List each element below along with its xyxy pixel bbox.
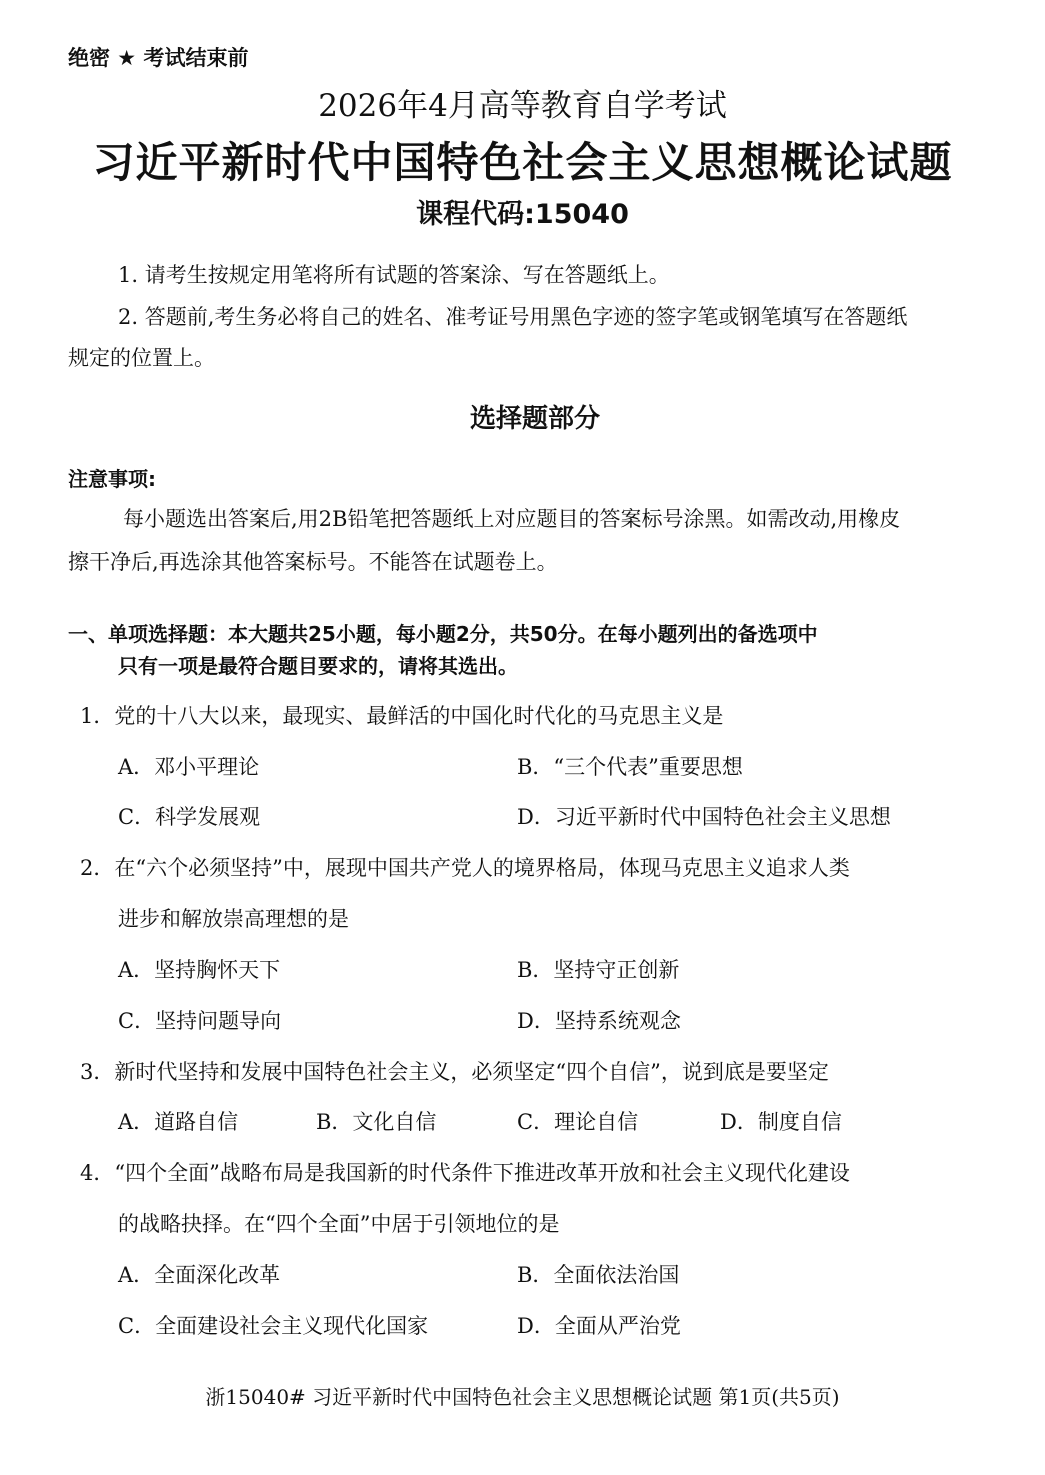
question-2-option-b: B．坚持守正创新 bbox=[517, 958, 680, 982]
question-1-stem: 1．党的十八大以来，最现实、最鲜活的中国化时代化的马克思主义是 bbox=[80, 704, 724, 728]
course-code: 课程代码:15040 bbox=[416, 199, 629, 230]
instruction-2-continued: 规定的位置上。 bbox=[68, 346, 215, 370]
instruction-1: 1. 请考生按规定用笔将所有试题的答案涂、写在答题纸上。 bbox=[118, 263, 670, 287]
notes-line-1: 每小题选出答案后,用2B铅笔把答题纸上对应题目的答案标号涂黑。如需改动,用橡皮 bbox=[123, 507, 901, 531]
question-4-option-a: A．全面深化改革 bbox=[118, 1263, 281, 1287]
notes-heading: 注意事项: bbox=[68, 467, 156, 491]
question-1-option-d: D．习近平新时代中国特色社会主义思想 bbox=[517, 805, 891, 829]
exam-title: 2026年4月高等教育自学考试 bbox=[318, 88, 727, 124]
question-4-option-b: B．全面依法治国 bbox=[517, 1263, 680, 1287]
question-4-stem-continued: 的战略抉择。在“四个全面”中居于引领地位的是 bbox=[118, 1212, 560, 1236]
question-4-option-c: C．全面建设社会主义现代化国家 bbox=[118, 1314, 429, 1338]
part-heading-line-2: 只有一项是最符合题目要求的，请将其选出。 bbox=[118, 654, 518, 678]
instruction-2: 2. 答题前,考生务必将自己的姓名、准考证号用黑色字迹的签字笔或钢笔填写在答题纸 bbox=[118, 305, 908, 329]
question-2-stem: 2．在“六个必须坚持”中，展现中国共产党人的境界格局，体现马克思主义追求人类 bbox=[80, 856, 850, 880]
question-3-option-d: D．制度自信 bbox=[720, 1110, 842, 1134]
question-3-option-b: B．文化自信 bbox=[316, 1110, 437, 1134]
question-2-stem-continued: 进步和解放崇高理想的是 bbox=[118, 907, 349, 931]
part-heading-line-1: 一、单项选择题：本大题共25小题，每小题2分，共50分。在每小题列出的备选项中 bbox=[68, 622, 818, 646]
subject-title: 习近平新时代中国特色社会主义思想概论试题 bbox=[92, 138, 953, 187]
confidential-label: 绝密 ★ 考试结束前 bbox=[68, 46, 249, 70]
question-2-option-d: D．坚持系统观念 bbox=[517, 1009, 681, 1033]
question-2-option-a: A．坚持胸怀天下 bbox=[118, 958, 281, 982]
question-3-stem: 3．新时代坚持和发展中国特色社会主义，必须坚定“四个自信”，说到底是要坚定 bbox=[80, 1060, 829, 1084]
question-1-option-a: A．邓小平理论 bbox=[118, 755, 260, 779]
question-1-option-c: C．科学发展观 bbox=[118, 805, 261, 829]
question-3-option-c: C．理论自信 bbox=[517, 1110, 639, 1134]
section-title: 选择题部分 bbox=[469, 404, 600, 434]
question-4-option-d: D．全面从严治党 bbox=[517, 1314, 681, 1338]
question-4-stem: 4．“四个全面”战略布局是我国新的时代条件下推进改革开放和社会主义现代化建设 bbox=[80, 1161, 850, 1185]
notes-line-2: 擦干净后,再选涂其他答案标号。不能答在试题卷上。 bbox=[68, 550, 558, 574]
page-footer: 浙15040# 习近平新时代中国特色社会主义思想概论试题 第1页(共5页) bbox=[205, 1385, 840, 1409]
question-1-option-b: B．“三个代表”重要思想 bbox=[517, 755, 743, 779]
question-3-option-a: A．道路自信 bbox=[118, 1110, 239, 1134]
question-2-option-c: C．坚持问题导向 bbox=[118, 1009, 282, 1033]
